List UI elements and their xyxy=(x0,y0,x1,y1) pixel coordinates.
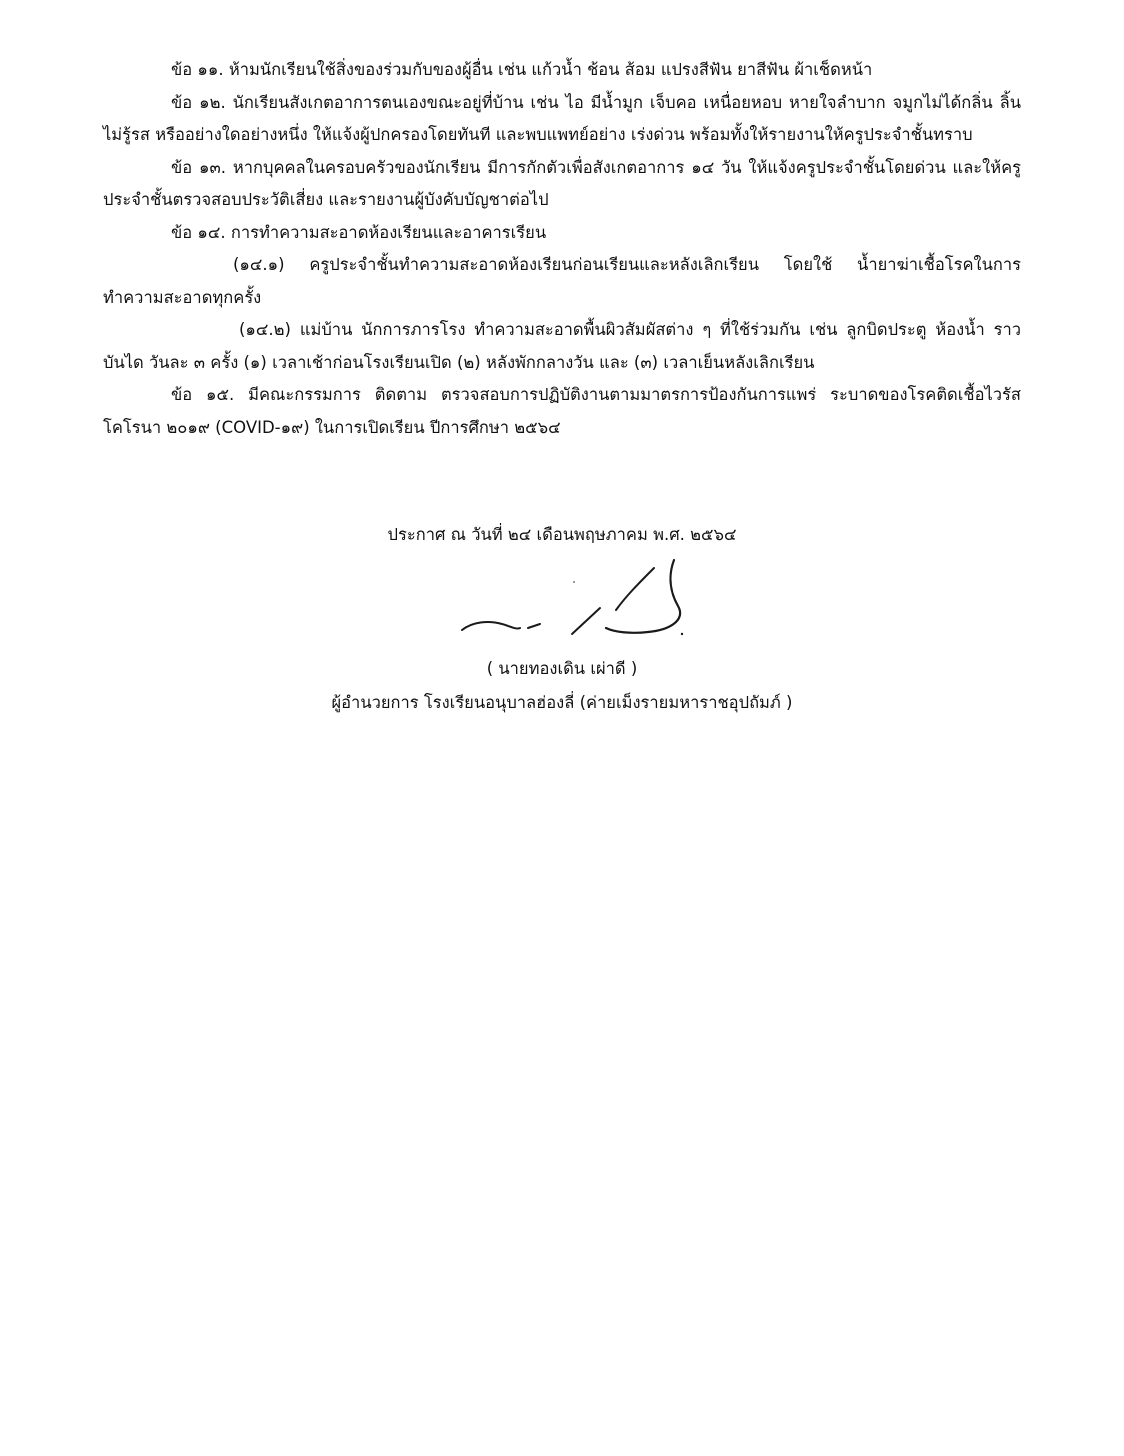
clause-14-1: (๑๔.๑) ครูประจำชั้นทำความสะอาดห้องเรียนก่อนเรียนและหลังเลิกเรียน โดยใช้ น้ำยาฆ่าเชื้อโรคในการทำความสะอาดทุกครั้ง xyxy=(103,255,1021,307)
clause-13: ข้อ ๑๓. หากบุคคลในครอบครัวของนักเรียน มีการกักตัวเพื่อสังเกตอาการ ๑๔ วัน ให้แจ้งครูประจำชั้นโดยด่วน และให้ครูประจำชั้นตรวจสอบประวัติเสี่ยง และรายงานผู้บังคับบัญชาต่อไป xyxy=(103,157,1021,209)
clause-14-2: (๑๔.๒) แม่บ้าน นักการภารโรง ทำความสะอาดพื้นผิวสัมผัสต่าง ๆ ที่ใช้ร่วมกัน เช่น ลูกบิดประตู ห้องน้ำ ราวบันได วันละ ๓ ครั้ง (๑) เวลาเช้าก่อนโรงเรียนเปิด (๒) หลังพักกลางวัน และ (๓) เวลาเย็นหลังเลิกเรียน xyxy=(103,320,1021,372)
clause-14: ข้อ ๑๔. การทำความสะอาดห้องเรียนและอาคารเรียน xyxy=(171,222,547,242)
document-body xyxy=(103,54,1021,444)
announcement-date: ประกาศ ณ วันที่ ๒๔ เดือนพฤษภาคม พ.ศ. ๒๕๖๔ xyxy=(387,525,737,544)
clause-15: ข้อ ๑๕. มีคณะกรรมการ ติดตาม ตรวจสอบการปฏิบัติงานตามมาตรการป้องกันการแพร่ ระบาดของโรคติดเชื้อไวรัสโคโรนา ๒๐๑๙ (COVID-๑๙) ในการเปิดเรียน ปีการศึกษา ๒๕๖๔ xyxy=(103,385,1021,437)
signature-icon xyxy=(450,552,700,652)
clause-11: ข้อ ๑๑. ห้ามนักเรียนใช้สิ่งของร่วมกับของผู้อื่น เช่น แก้วน้ำ ช้อน ส้อม แปรงสีฟัน ยาสีฟัน ผ้าเช็ดหน้า xyxy=(171,60,873,79)
signer-name: ( นายทองเดิน เผ่าดี ) xyxy=(486,659,638,678)
clause-12: ข้อ ๑๒. นักเรียนสังเกตอาการตนเองขณะอยู่ที่บ้าน เช่น ไอ มีน้ำมูก เจ็บคอ เหนื่อยหอบ หายใจลำบาก จมูกไม่ได้กลิ่น ลิ้นไม่รู้รส หรืออย่างใดอย่างหนึ่ง ให้แจ้งผู้ปกครองโดยทันที และพบแพทย์อย่าง เร่งด่วน พร้อมทั้งให้รายงานให้ครูประจำชั้นทราบ xyxy=(103,92,1021,144)
handwritten-signature xyxy=(450,552,700,652)
signer-position: ผู้อำนวยการ โรงเรียนอนุบาลฮ่องลี่ (ค่ายเม็งรายมหาราชอุปถัมภ์ ) xyxy=(331,693,793,712)
